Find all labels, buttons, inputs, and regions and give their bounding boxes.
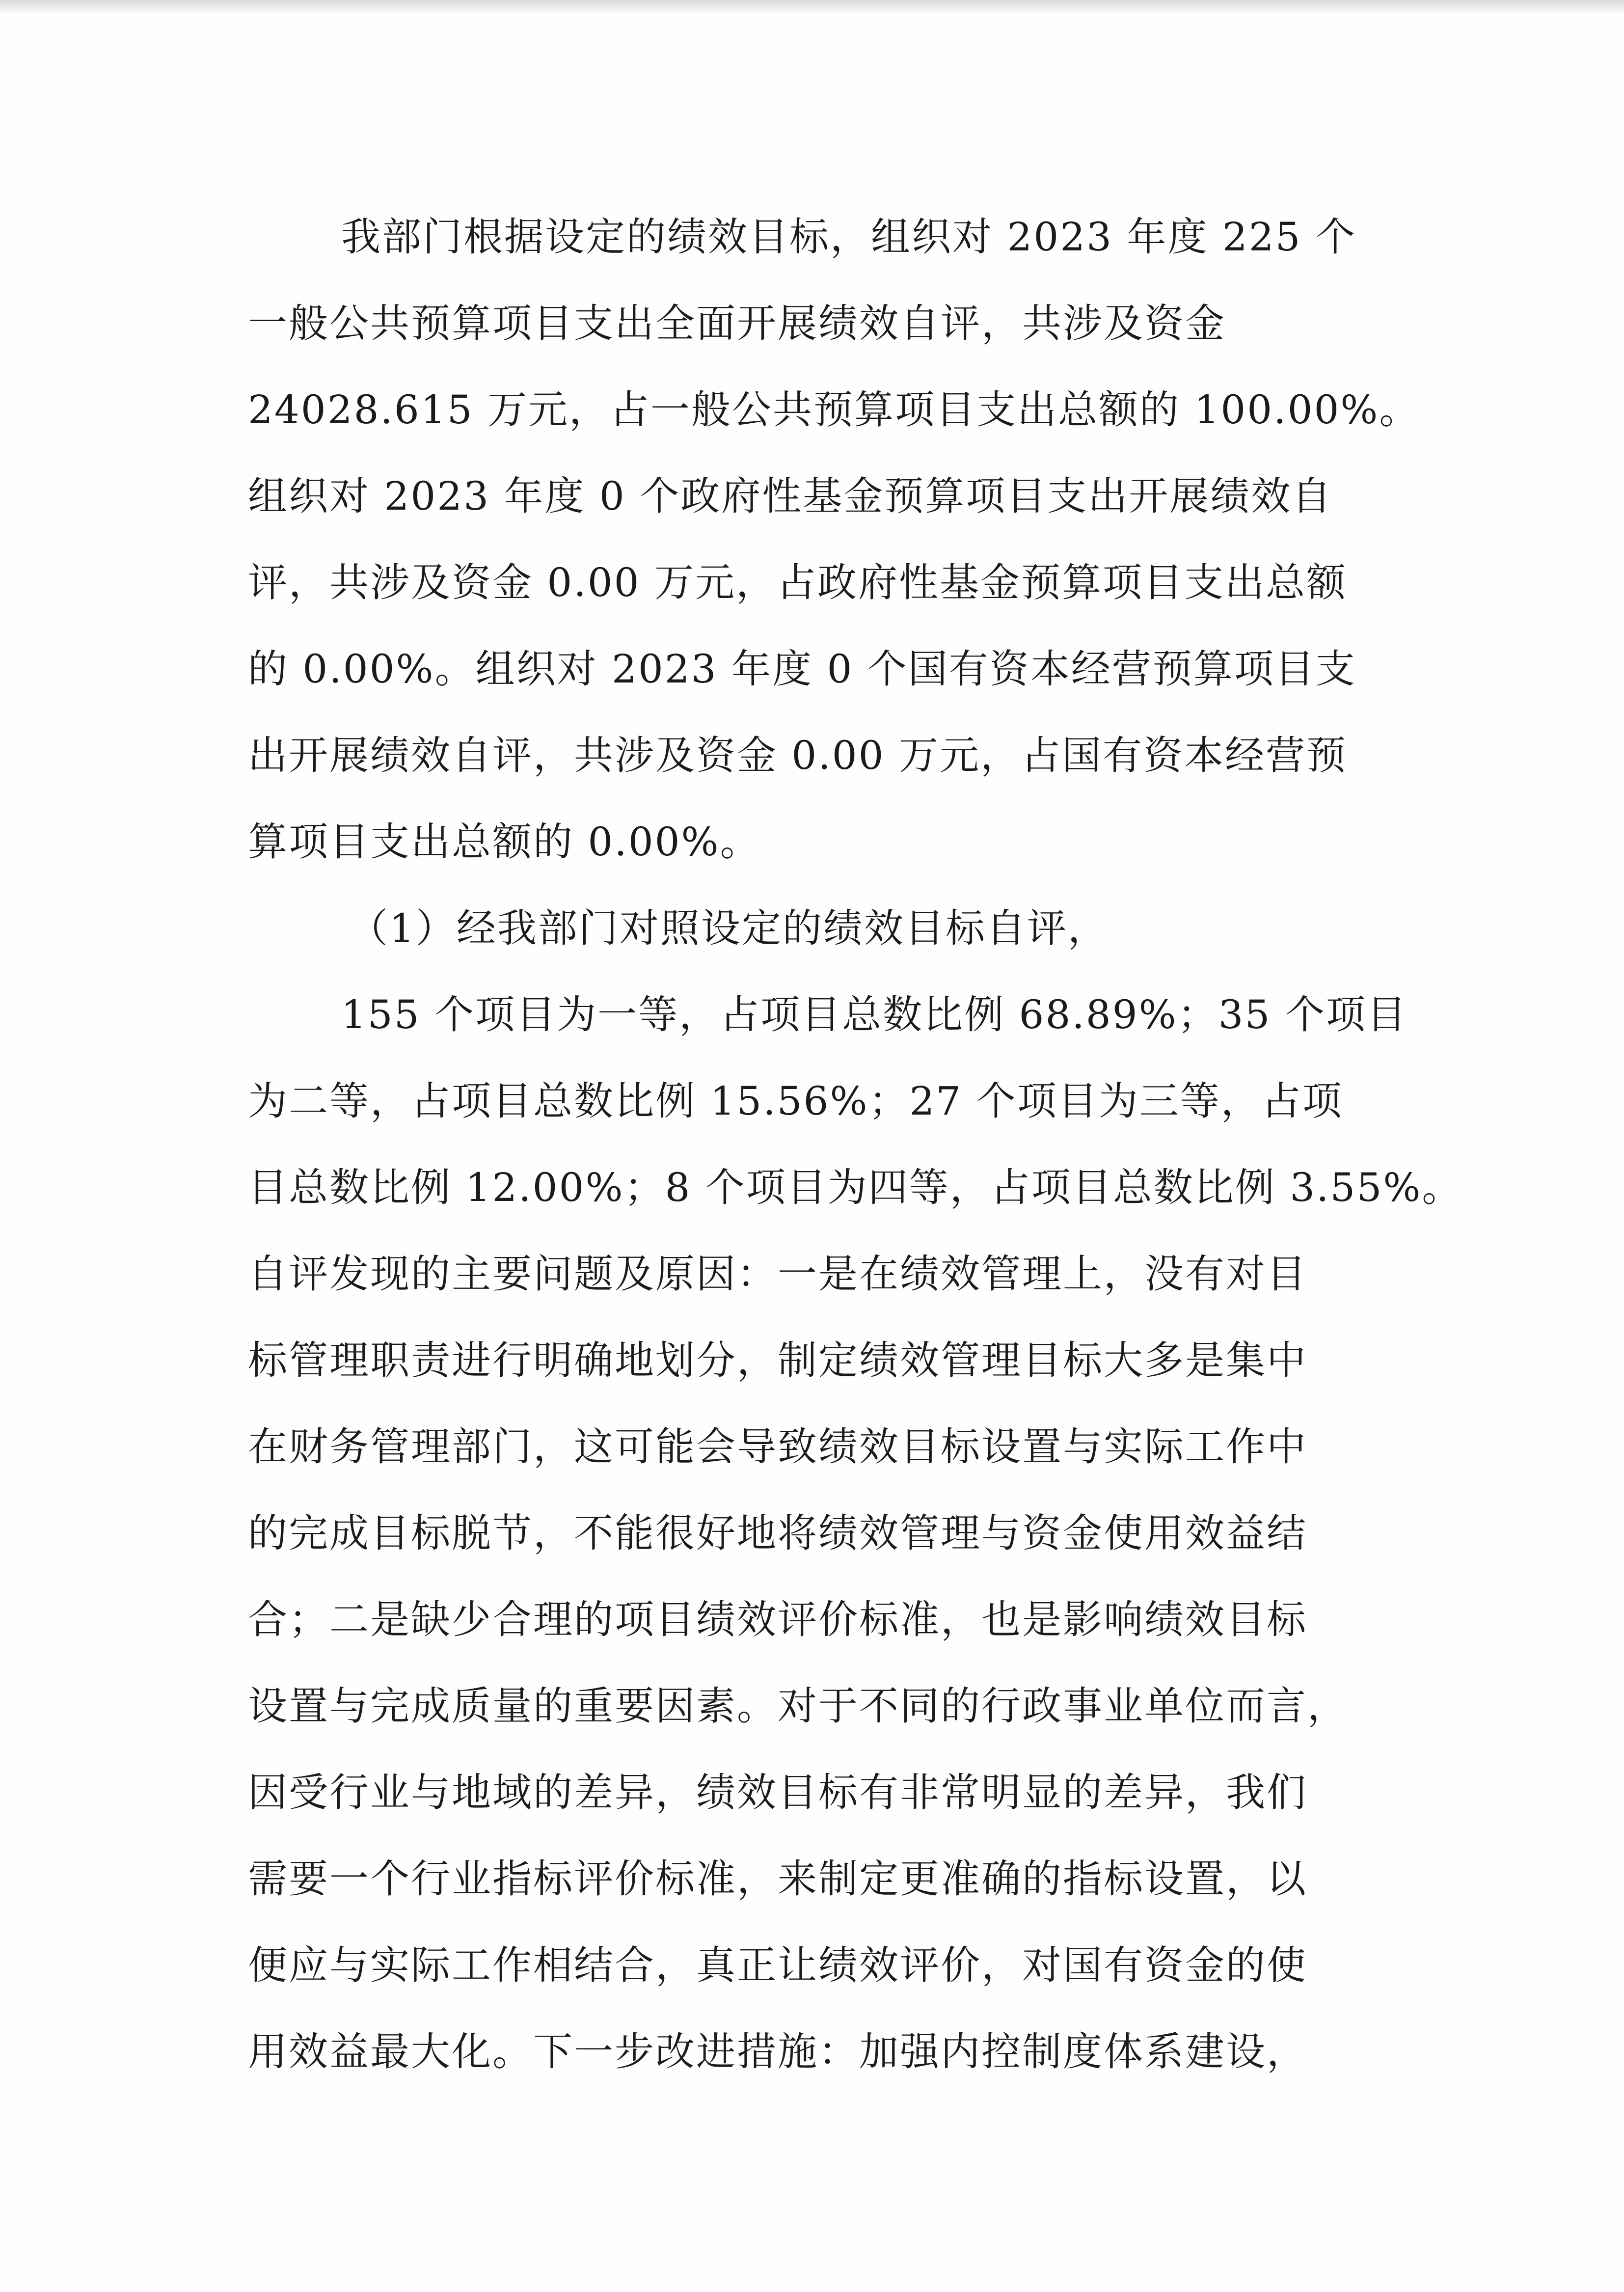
text-line: 出开展绩效自评，共涉及资金 0.00 万元，占国有资本经营预 [248,733,1347,778]
text-line: 算项目支出总额的 0.00%。 [248,819,761,865]
text-line: 合；二是缺少合理的项目绩效评价标准，也是影响绩效目标 [248,1597,1307,1642]
text-line: 自评发现的主要问题及原因：一是在绩效管理上，没有对目 [248,1251,1307,1297]
text-line: 因受行业与地域的差异，绩效目标有非常明显的差异，我们 [248,1770,1307,1815]
text-line: 便应与实际工作相结合，真正让绩效评价，对国有资金的使 [248,1942,1307,1988]
text-line: 设置与完成质量的重要因素。对于不同的行政事业单位而言， [248,1683,1348,1729]
text-line: 的 0.00%。组织对 2023 年度 0 个国有资本经营预算项目支 [248,646,1356,692]
text-line: 用效益最大化。下一步改进措施：加强内控制度体系建设， [248,2029,1307,2074]
scan-top-edge [0,0,1624,14]
text-line: 标管理职责进行明确地划分，制定绩效管理目标大多是集中 [248,1337,1307,1383]
text-line: 24028.615 万元，占一般公共预算项目支出总额的 100.00%。 [248,387,1420,433]
text-line: 在财务管理部门，这可能会导致绩效目标设置与实际工作中 [248,1424,1307,1470]
text-line: 需要一个行业指标评价标准，来制定更准确的指标设置，以 [248,1856,1307,1902]
text-line: 的完成目标脱节，不能很好地将绩效管理与资金使用效益结 [248,1510,1307,1556]
text-line: 一般公共预算项目支出全面开展绩效自评，共涉及资金 [248,300,1226,346]
text-line: 为二等，占项目总数比例 15.56%；27 个项目为三等，占项 [248,1078,1343,1124]
text-line: 我部门根据设定的绩效目标，组织对 2023 年度 225 个 [341,214,1357,260]
text-line: 目总数比例 12.00%；8 个项目为四等，占项目总数比例 3.55%。 [248,1165,1463,1210]
text-line: 155 个项目为一等，占项目总数比例 68.89%；35 个项目 [341,992,1407,1037]
text-line: （1）经我部门对照设定的绩效目标自评， [349,905,1109,951]
body-text [248,194,1463,2095]
text-line: 组织对 2023 年度 0 个政府性基金预算项目支出开展绩效自 [248,473,1333,519]
text-line: 评，共涉及资金 0.00 万元，占政府性基金预算项目支出总额 [248,560,1347,605]
